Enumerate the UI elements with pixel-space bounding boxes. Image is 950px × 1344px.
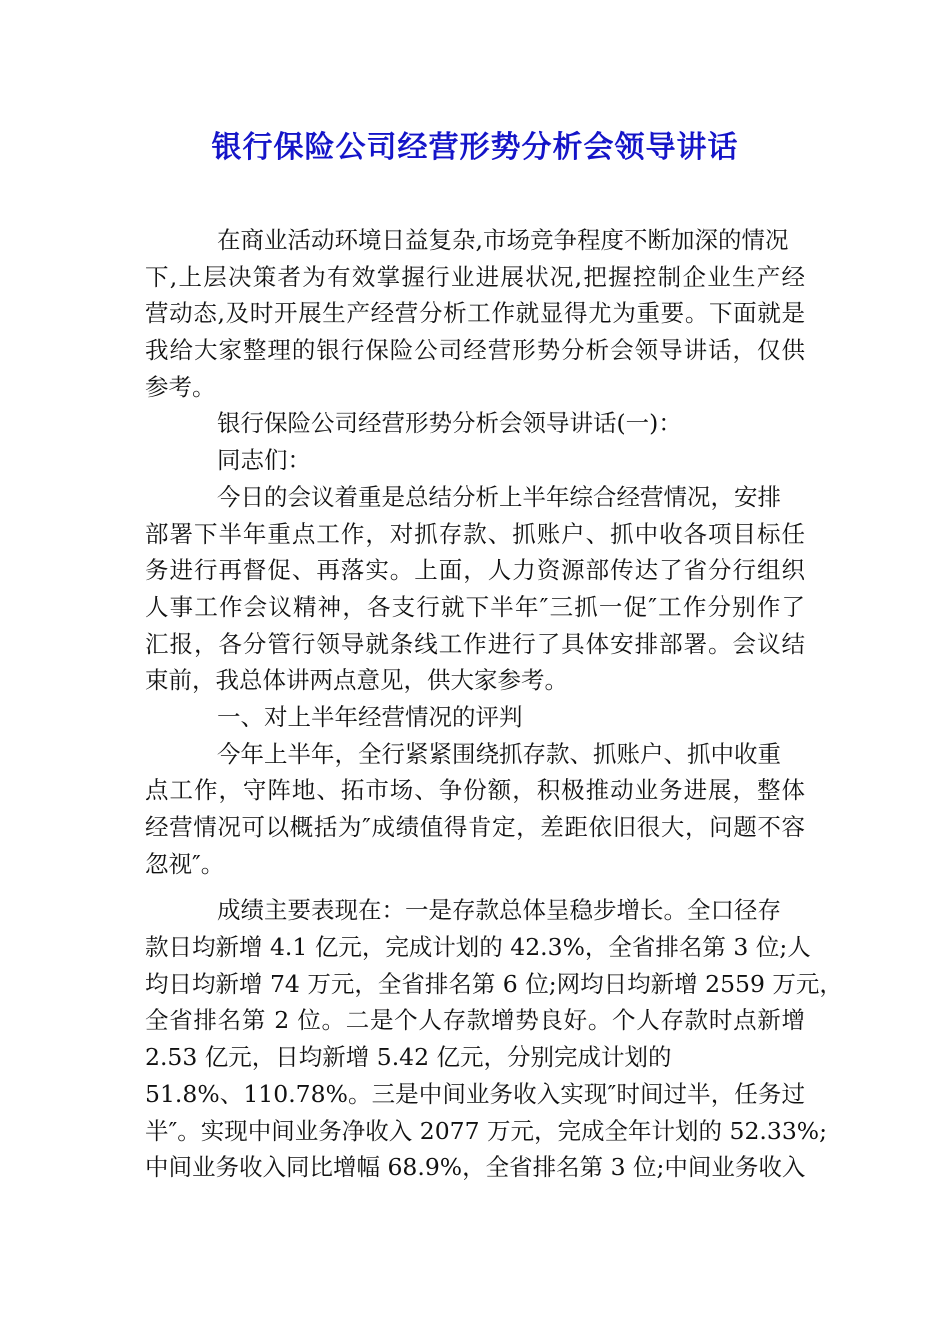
paragraph-line: 点工作，守阵地、拓市场、争份额，积极推动业务进展，整体 xyxy=(145,776,805,805)
paragraph-line: 参考。 xyxy=(145,372,216,401)
paragraph-line: 均日均新增 74 万元，全省排名第 6 位;网均日均新增 2559 万元， xyxy=(145,969,843,998)
paragraph-line: 今年上半年，全行紧紧围绕抓存款、抓账户、抓中收重 xyxy=(217,739,781,768)
paragraph-line: 我给大家整理的银行保险公司经营形势分析会领导讲话，仅供 xyxy=(145,336,805,365)
paragraph-line: 中间业务收入同比增幅 68.9%，全省排名第 3 位;中间业务收入 xyxy=(145,1153,806,1182)
document-body xyxy=(145,222,843,1186)
paragraph-line: 务进行再督促、再落实。上面，人力资源部传达了省分行组织 xyxy=(145,556,805,585)
paragraph-line: 束前，我总体讲两点意见，供大家参考。 xyxy=(145,666,568,695)
paragraph-line: 忽视″。 xyxy=(145,849,225,878)
paragraph-line: 51.8%、110.78%。三是中间业务收入实现″时间过半，任务过 xyxy=(145,1079,805,1108)
paragraph-line: 成绩主要表现在：一是存款总体呈稳步增长。全口径存 xyxy=(217,896,781,925)
paragraph-line: 人事工作会议精神，各支行就下半年″三抓一促″工作分别作了 xyxy=(145,592,805,621)
paragraph-line: 在商业活动环境日益复杂,市场竞争程度不断加深的情况 xyxy=(217,226,789,254)
salutation: 同志们： xyxy=(217,446,311,475)
section-heading: 银行保险公司经营形势分析会领导讲话(一)： xyxy=(217,409,682,438)
paragraph-line: 款日均新增 4.1 亿元，完成计划的 42.3%，全省排名第 3 位;人 xyxy=(145,933,811,962)
paragraph-line: 2.53 亿元，日均新增 5.42 亿元，分别完成计划的 xyxy=(145,1043,672,1072)
document-title: 银行保险公司经营形势分析会领导讲话 xyxy=(211,130,739,165)
paragraph-line: 汇报，各分管行领导就条线工作进行了具体安排部署。会议结 xyxy=(145,629,805,658)
paragraph-line: 半″。实现中间业务净收入 2077 万元，完成全年计划的 52.33%; xyxy=(145,1116,828,1145)
paragraph-line: 今日的会议着重是总结分析上半年综合经营情况，安排 xyxy=(217,482,781,511)
paragraph-line: 经营情况可以概括为″成绩值得肯定，差距依旧很大，问题不容 xyxy=(145,813,805,841)
paragraph-line: 下,上层决策者为有效掌握行业进展状况,把握控制企业生产经 xyxy=(145,262,805,291)
paragraph-line: 营动态,及时开展生产经营分析工作就显得尤为重要。下面就是 xyxy=(145,299,805,328)
paragraph-line: 全省排名第 2 位。二是个人存款增势良好。个人存款时点新增 xyxy=(145,1006,805,1035)
section-heading: 一、对上半年经营情况的评判 xyxy=(217,702,523,731)
paragraph-line: 部署下半年重点工作，对抓存款、抓账户、抓中收各项目标任 xyxy=(145,519,805,548)
